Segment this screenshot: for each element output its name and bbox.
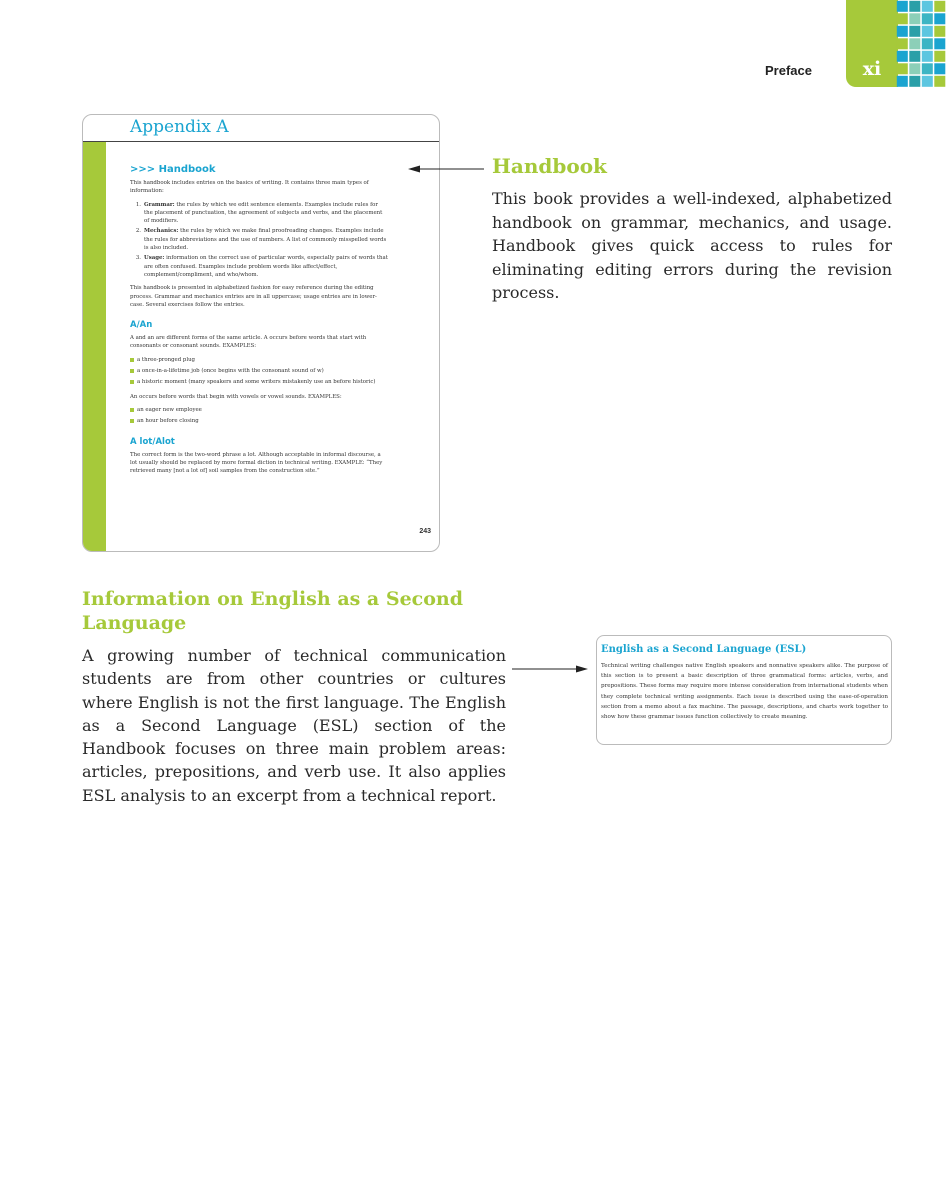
thumbnail-title: Appendix A (130, 117, 229, 137)
list-text: the rules by which we edit sentence elements. Examples include rules for the placement of punctuation, the agreement of subjects and verbs, and the placement of modifiers. (144, 201, 383, 225)
list-text: the rules by which we make final proofreading changes. Examples include the rules for abbreviations and the use of numbers. A list of commonly misspelled words is also included. (144, 228, 387, 252)
bullet-icon (130, 369, 134, 373)
thumbnail-heading: >>> Handbook (130, 164, 216, 175)
mosaic-tile (922, 76, 933, 87)
bullet-text: a once-in-a-lifetime job (once begins with the consonant sound of w) (137, 368, 324, 375)
bullet-icon (130, 419, 134, 423)
mosaic-tile (934, 51, 945, 62)
list-item (130, 378, 388, 386)
list-term: Usage: (144, 255, 165, 262)
list-item (130, 417, 388, 425)
thumbnail-a-lot-text: The correct form is the two-word phrase a lot. Although acceptable in informal discourse, a lot usually should be replaced by more formal diction in technical writing. EXAMPLE: “They retrieved many [not a lot of] soil samples from the construction site.” (130, 451, 383, 475)
list-item (130, 254, 388, 279)
thumbnail-list (130, 201, 388, 280)
thumbnail-intro: This handbook includes entries on the basics of writing. It contains three main types of information: (130, 180, 369, 195)
mosaic-tile (897, 26, 908, 37)
mosaic-tile (909, 1, 920, 12)
bullet-icon (130, 408, 134, 412)
mosaic-tile (922, 13, 933, 24)
mosaic-tile (909, 38, 920, 49)
mosaic-tile (897, 1, 908, 12)
mosaic-tile (897, 76, 908, 87)
esl-excerpt-box (596, 635, 892, 745)
list-number: 3. (135, 255, 141, 262)
thumbnail-side-bar (83, 142, 106, 551)
mosaic-tile (934, 26, 945, 37)
list-item (130, 356, 388, 364)
mosaic-tile (909, 51, 920, 62)
running-head: Preface (765, 63, 812, 78)
bullet-icon (130, 380, 134, 384)
mosaic-tile (922, 63, 933, 74)
mosaic-tile (897, 13, 908, 24)
esl-box-text: Technical writing challenges native English speakers and nonnative speakers alike. The purpose of this section is to present a basic description of three grammatical forms: articles, verbs, and prepositions. These forms may require more intense consideration from international students when they complete technical writing assignments. Each issue is described using the ease-of-operation section from a memo about a fax machine. The passage, descriptions, and charts work together to show how these grammar issues function collectively to create meaning. (601, 663, 888, 721)
mosaic-tile (934, 13, 945, 24)
esl-description: A growing number of technical communication students are from other countries or cultures where English is not the first language. The English as a Second Language (ESL) section of the Handbook focuses on three main problem areas: articles, prepositions, and verb use. It also applies ESL analysis to an excerpt from a technical report. (82, 646, 506, 805)
mosaic-tile (934, 76, 945, 87)
list-term: Grammar: (144, 201, 175, 208)
handbook-heading: Handbook (492, 154, 607, 178)
bullet-icon (130, 358, 134, 362)
bullet-text: an hour before closing (137, 418, 199, 425)
thumbnail-a-an-text: A and an are different forms of the same article. A occurs before words that start with consonants or consonant sounds. EXAMPLES: (130, 335, 367, 350)
bullet-text: a three-pronged plug (137, 356, 195, 363)
mosaic-tile (909, 76, 920, 87)
handbook-description: This book provides a well-indexed, alphabetized handbook on grammar, mechanics, and usage. Handbook gives quick access to rules for eliminating editing errors during the revision process. (492, 189, 892, 302)
thumbnail-rule (83, 141, 439, 142)
thumbnail-page-number: 243 (419, 528, 431, 535)
mosaic-tile (897, 63, 908, 74)
thumbnail-closing: This handbook is presented in alphabetized fashion for easy reference during the editing process. Grammar and mechanics entries are in all uppercase; usage entries are in lower-case. Several exercises follow the entries. (130, 285, 377, 308)
thumbnail-an-text: An occurs before words that begin with vowels or vowel sounds. EXAMPLES: (130, 393, 342, 400)
list-item (130, 367, 388, 375)
mosaic-tile (934, 1, 945, 12)
arrow-left-icon (408, 164, 484, 174)
mosaic-tile (922, 1, 933, 12)
mosaic-tile (922, 38, 933, 49)
mosaic-tile (934, 63, 945, 74)
bullet-text: a historic moment (many speakers and some writers mistakenly use an before historic) (137, 379, 376, 386)
decorative-mosaic (896, 0, 946, 88)
list-number: 1. (135, 201, 141, 208)
mosaic-tile (909, 26, 920, 37)
mosaic-tile (909, 63, 920, 74)
mosaic-tile (909, 13, 920, 24)
mosaic-tile (922, 51, 933, 62)
esl-box-title: English as a Second Language (ESL) (601, 644, 807, 655)
page-number: xi (862, 58, 882, 80)
list-item (130, 201, 388, 226)
appendix-thumbnail (82, 114, 440, 552)
mosaic-tile (922, 26, 933, 37)
mosaic-tile (897, 51, 908, 62)
list-item (130, 227, 388, 252)
list-item (130, 406, 388, 414)
mosaic-tile (934, 38, 945, 49)
list-number: 2. (135, 228, 141, 235)
mosaic-tile (897, 38, 908, 49)
arrow-right-icon (512, 664, 588, 674)
thumbnail-subheading-a-lot: A lot/Alot (130, 436, 175, 447)
list-term: Mechanics: (144, 228, 179, 235)
thumbnail-subheading-a-an: A/An (130, 320, 153, 331)
bullet-text: an eager new employee (137, 406, 202, 413)
esl-heading: Information on English as a Second Language (82, 588, 464, 634)
list-text: information on the correct use of particular words, especially pairs of words that are often confused. Examples include problem words like affect/effect, complement/compliment, and who/whom. (144, 255, 388, 278)
thumbnail-body (130, 163, 388, 480)
